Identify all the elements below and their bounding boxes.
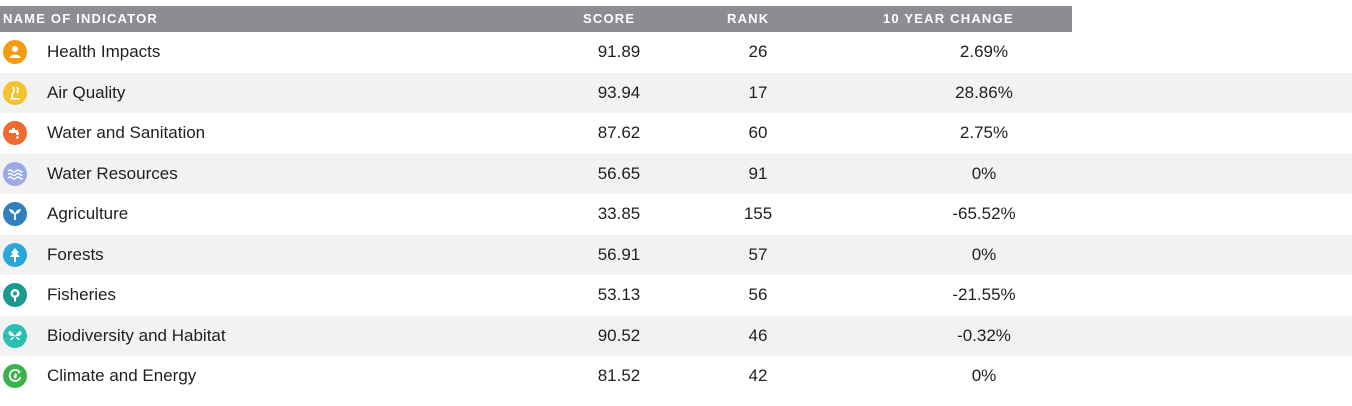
change-value: 2.69% <box>959 42 1009 61</box>
score-value: 56.65 <box>597 163 641 183</box>
person-icon <box>3 40 27 64</box>
indicator-name: Agriculture <box>47 204 129 223</box>
indicator-name: Fisheries <box>47 285 116 304</box>
table-row <box>0 154 1352 195</box>
indicator-table <box>0 6 1352 397</box>
leaf-cycle-icon <box>3 364 27 388</box>
score-value: 81.52 <box>597 366 641 385</box>
faucet-icon <box>3 121 27 145</box>
score-value: 91.89 <box>597 42 641 61</box>
table-row <box>0 32 1352 73</box>
change-value: -0.32% <box>957 325 1011 345</box>
indicator-name: Biodiversity and Habitat <box>47 325 226 345</box>
change-value: -21.55% <box>952 285 1016 304</box>
indicator-name: Health Impacts <box>47 42 161 61</box>
table-row <box>0 113 1352 154</box>
rank-value: 26 <box>748 42 768 61</box>
change-value: 28.86% <box>955 82 1013 102</box>
tree-icon <box>3 243 27 267</box>
score-value: 87.62 <box>597 123 641 142</box>
score-value: 53.13 <box>597 285 641 304</box>
sprout-icon <box>3 202 27 226</box>
table-row <box>0 316 1352 357</box>
rank-value: 155 <box>743 204 773 223</box>
fish-icon <box>3 283 27 307</box>
change-value: 0% <box>971 244 997 264</box>
waves-icon <box>3 162 27 186</box>
butterfly-icon <box>3 324 27 348</box>
table-row <box>0 73 1352 114</box>
header-name-of-indicator: NAME OF INDICATOR <box>3 11 158 26</box>
table-row <box>0 275 1352 316</box>
change-value: 2.75% <box>959 123 1009 142</box>
change-value: 0% <box>971 366 997 385</box>
header-score: SCORE <box>583 11 636 26</box>
rank-value: 46 <box>748 325 768 345</box>
rank-value: 56 <box>748 285 768 304</box>
rank-value: 57 <box>748 244 768 264</box>
score-value: 33.85 <box>597 204 641 223</box>
indicator-name: Water Resources <box>47 163 178 183</box>
table-row <box>0 194 1352 235</box>
score-value: 90.52 <box>597 325 641 345</box>
indicator-name: Climate and Energy <box>47 366 197 385</box>
indicator-name: Forests <box>47 244 104 264</box>
table-header <box>0 6 1072 32</box>
rank-value: 42 <box>748 366 768 385</box>
table-row <box>0 235 1352 276</box>
air-icon <box>3 81 27 105</box>
rank-value: 91 <box>748 163 768 183</box>
table-row <box>0 356 1352 397</box>
rank-value: 17 <box>748 82 768 102</box>
rank-value: 60 <box>748 123 768 142</box>
change-value: 0% <box>971 163 997 183</box>
score-value: 93.94 <box>597 82 641 102</box>
header-10-year-change: 10 YEAR CHANGE <box>883 11 1014 26</box>
change-value: -65.52% <box>952 204 1016 223</box>
indicator-name: Air Quality <box>47 82 126 102</box>
header-rank: RANK <box>727 11 770 26</box>
indicator-name: Water and Sanitation <box>47 123 206 142</box>
score-value: 56.91 <box>597 244 641 264</box>
